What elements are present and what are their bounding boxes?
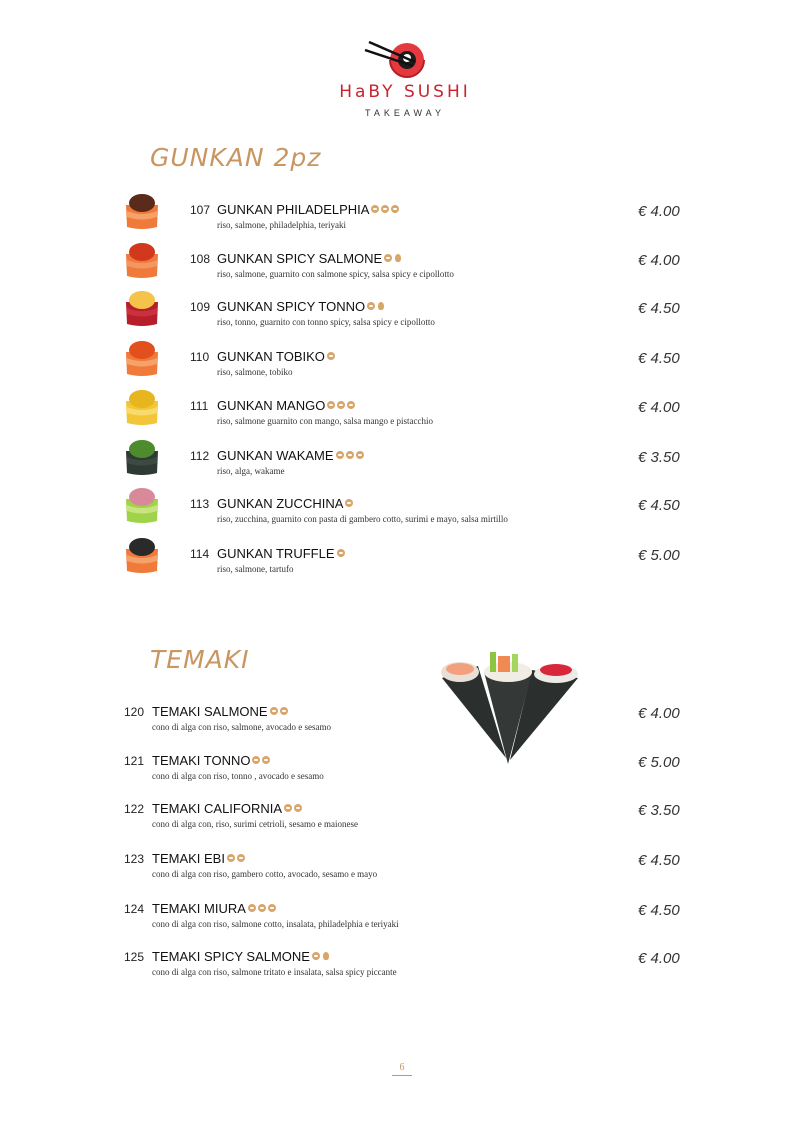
- gunkan-image: [123, 535, 161, 575]
- section-title-gunkan: GUNKAN 2pz: [150, 143, 322, 172]
- sesame-icon: [294, 804, 302, 812]
- item-name: [217, 398, 355, 413]
- item-price: € 5.00: [638, 547, 680, 564]
- soy-icon: [391, 205, 399, 213]
- menu-item: [124, 705, 684, 745]
- item-number: 114: [190, 547, 210, 561]
- item-number: 124: [124, 902, 145, 916]
- item-number: 111: [190, 399, 209, 413]
- item-description: cono di alga con riso, salmone cotto, insalata, philadelphia e teriyaki: [152, 919, 399, 929]
- fish-icon: [252, 756, 260, 764]
- item-price: € 3.50: [638, 449, 680, 466]
- soy-icon: [336, 451, 344, 459]
- item-number: 120: [124, 705, 145, 719]
- shrimp-icon: [345, 499, 353, 507]
- item-description: riso, salmone, tobiko: [217, 367, 293, 377]
- item-name-text: TEMAKI SPICY SALMONE: [152, 949, 310, 964]
- item-number: 112: [190, 449, 210, 463]
- item-name-text: GUNKAN SPICY SALMONE: [217, 251, 383, 266]
- cheese-icon: [381, 205, 389, 213]
- item-name: [217, 251, 402, 266]
- gunkan-image: [123, 437, 161, 477]
- item-description: riso, tonno, guarnito con tonno spicy, salsa spicy e cipollotto: [217, 317, 435, 327]
- item-name-text: GUNKAN ZUCCHINA: [217, 496, 344, 511]
- menu-item: [190, 497, 750, 537]
- item-description: riso, zucchina, guarnito con pasta di gambero cotto, surimi e mayo, salsa mirtillo: [217, 514, 508, 524]
- fish-icon: [371, 205, 379, 213]
- brand-name: HaBY SUSHI: [339, 82, 471, 102]
- menu-item: [190, 252, 750, 292]
- menu-item: [124, 754, 684, 794]
- item-name-text: GUNKAN TOBIKO: [217, 349, 325, 364]
- item-number: 125: [124, 950, 145, 964]
- item-price: € 4.00: [638, 950, 680, 967]
- fish-icon: [312, 952, 320, 960]
- item-name: [152, 801, 302, 816]
- item-name-text: TEMAKI TONNO: [152, 753, 251, 768]
- item-name-text: GUNKAN TRUFFLE: [217, 546, 335, 561]
- item-name-text: TEMAKI CALIFORNIA: [152, 801, 283, 816]
- soy-icon: [268, 904, 276, 912]
- menu-item: [190, 449, 750, 489]
- item-name: [152, 949, 330, 964]
- item-name-text: TEMAKI SALMONE: [152, 704, 268, 719]
- item-number: 109: [190, 300, 211, 314]
- sesame-icon: [280, 707, 288, 715]
- chili-icon: [322, 952, 330, 960]
- nut-icon: [327, 401, 335, 409]
- item-number: 123: [124, 852, 145, 866]
- fish-icon: [327, 352, 335, 360]
- menu-item: [124, 950, 684, 990]
- chili-icon: [377, 302, 385, 310]
- item-description: riso, salmone, philadelphia, teriyaki: [217, 220, 346, 230]
- item-price: € 4.50: [638, 497, 680, 514]
- item-name-text: GUNKAN MANGO: [217, 398, 326, 413]
- sesame-icon: [356, 451, 364, 459]
- fish-icon: [270, 707, 278, 715]
- gunkan-image: [123, 387, 161, 427]
- item-description: cono di alga con riso, salmone, avocado e sesamo: [152, 722, 331, 732]
- item-price: € 4.50: [638, 852, 680, 869]
- item-price: € 4.00: [638, 399, 680, 416]
- item-number: 113: [190, 497, 210, 511]
- fish-icon: [337, 401, 345, 409]
- section-title-temaki: TEMAKI: [150, 645, 250, 674]
- item-number: 108: [190, 252, 211, 266]
- gunkan-image: [123, 485, 161, 525]
- item-price: € 4.00: [638, 252, 680, 269]
- brand-subtitle: TAKEAWAY: [364, 108, 445, 118]
- page-number-underline: [392, 1075, 412, 1076]
- item-name: [217, 448, 364, 463]
- fruit-icon: [347, 401, 355, 409]
- gunkan-image: [123, 240, 161, 280]
- item-name: [217, 299, 385, 314]
- shrimp-icon: [227, 854, 235, 862]
- gunkan-image: [123, 288, 161, 328]
- item-description: riso, alga, wakame: [217, 466, 285, 476]
- item-description: cono di alga con riso, salmone tritato e insalata, salsa spicy piccante: [152, 967, 397, 977]
- item-name-text: GUNKAN SPICY TONNO: [217, 299, 366, 314]
- menu-item: [190, 203, 750, 243]
- menu-item: [190, 547, 750, 587]
- item-price: € 4.00: [638, 705, 680, 722]
- item-price: € 5.00: [638, 754, 680, 771]
- menu-item: [190, 350, 750, 390]
- fish-icon: [337, 549, 345, 557]
- item-name: [217, 496, 353, 511]
- fish-icon: [367, 302, 375, 310]
- fish-icon: [384, 254, 392, 262]
- page-number: 6: [399, 1062, 405, 1073]
- item-number: 121: [124, 754, 145, 768]
- item-description: cono di alga con riso, tonno , avocado e sesamo: [152, 771, 324, 781]
- item-price: € 4.50: [638, 902, 680, 919]
- menu-item: [124, 802, 684, 842]
- item-description: cono di alga con, riso, surimi cetrioli, sesamo e maionese: [152, 819, 358, 829]
- gunkan-image: [123, 338, 161, 378]
- item-name-text: TEMAKI MIURA: [152, 901, 246, 916]
- menu-item: [190, 399, 750, 439]
- item-number: 107: [190, 203, 211, 217]
- gunkan-image: [123, 191, 161, 231]
- item-name-text: GUNKAN PHILADELPHIA: [217, 202, 370, 217]
- item-name-text: TEMAKI EBI: [152, 851, 225, 866]
- seaweed-icon: [346, 451, 354, 459]
- sesame-icon: [237, 854, 245, 862]
- item-name: [217, 546, 345, 561]
- item-name: [152, 704, 288, 719]
- item-name-text: GUNKAN WAKAME: [217, 448, 334, 463]
- item-number: 110: [190, 350, 210, 364]
- item-price: € 4.50: [638, 300, 680, 317]
- menu-item: [124, 902, 684, 942]
- item-price: € 4.50: [638, 350, 680, 367]
- item-name: [152, 901, 276, 916]
- item-name: [217, 202, 399, 217]
- brand-logo: [330, 38, 480, 123]
- fish-icon: [248, 904, 256, 912]
- item-price: € 3.50: [638, 802, 680, 819]
- shrimp-icon: [284, 804, 292, 812]
- item-number: 122: [124, 802, 145, 816]
- item-description: riso, salmone, guarnito con salmone spicy, salsa spicy e cipollotto: [217, 269, 454, 279]
- item-name: [217, 349, 335, 364]
- item-name: [152, 753, 270, 768]
- sushi-logo-icon: [355, 38, 455, 83]
- item-description: riso, salmone, tartufo: [217, 564, 294, 574]
- item-description: riso, salmone guarnito con mango, salsa mango e pistacchio: [217, 416, 433, 426]
- item-name: [152, 851, 245, 866]
- sesame-icon: [262, 756, 270, 764]
- menu-item: [190, 300, 750, 340]
- cheese-icon: [258, 904, 266, 912]
- item-description: cono di alga con riso, gambero cotto, avocado, sesamo e mayo: [152, 869, 378, 879]
- item-price: € 4.00: [638, 203, 680, 220]
- menu-item: [124, 852, 684, 892]
- chili-icon: [394, 254, 402, 262]
